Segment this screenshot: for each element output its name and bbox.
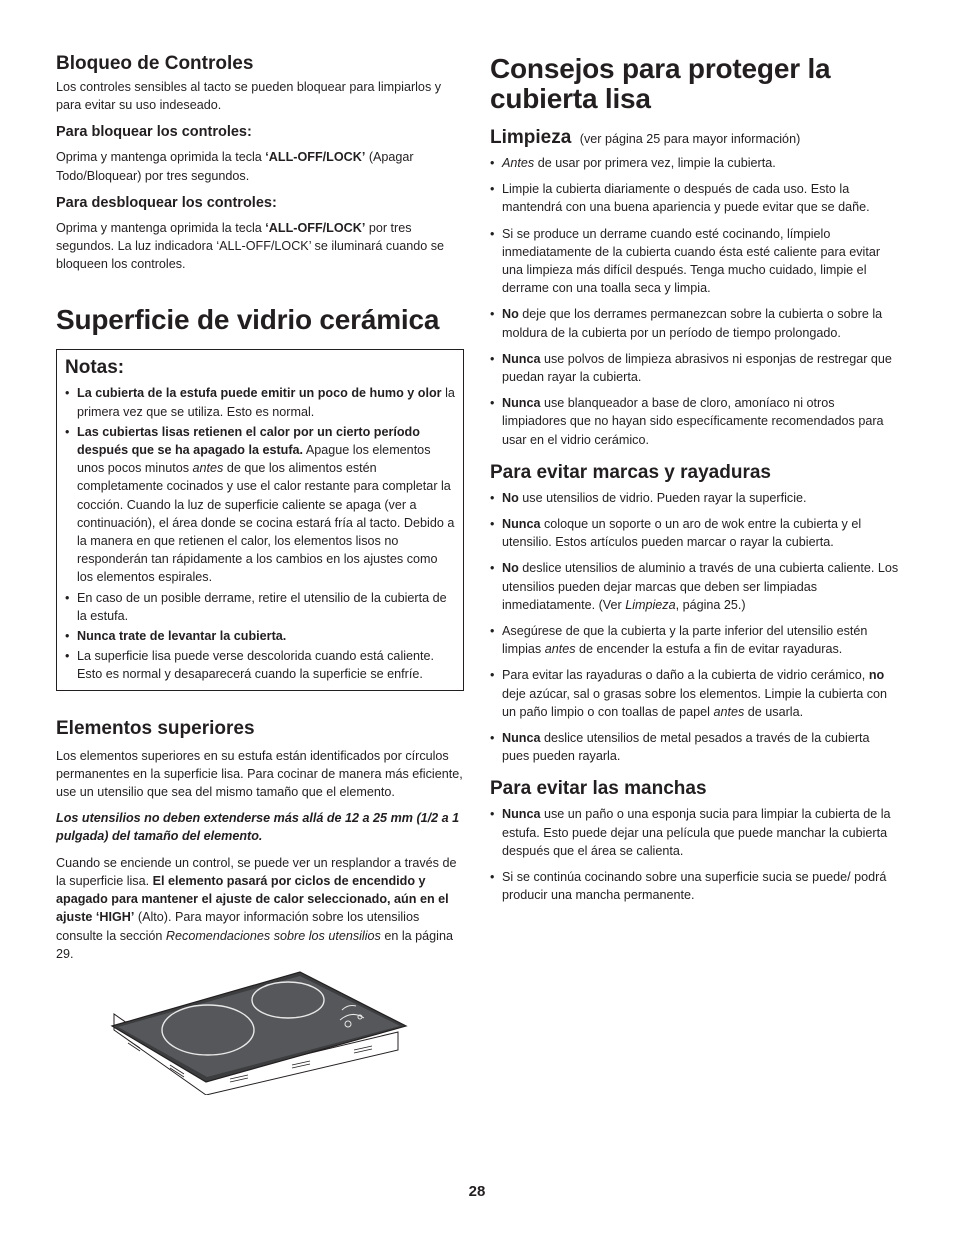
note-item: • Las cubiertas lisas retienen el calor por un cierto período después que se ha apagado la estufa. Apague los elementos unos pocos minutos antes de que los alimentos estén completamente cocinados y use el calor restante para completar la cocción. Cuando la luz de superficie caliente se apaga (ver a continuación), el área donde se cocina estará fría al tacto. Debido a la manera en que retienen el calor, los elementos lisos no responderán tan rápidamente a los cambios en los ajustes como los elementos espirales. <box>65 423 455 587</box>
note-item: • Nunca trate de levantar la cubierta. <box>65 627 455 645</box>
list-item: • No deslice utensilios de aluminio a través de una cubierta caliente. Los utensilios pueden dejar marcas que deben ser limpiadas inmediatamente. (Ver Limpieza, página 25.) <box>490 559 900 614</box>
list-item: • Limpie la cubierta diariamente o después de cada uso. Esto la mantendrá con una buena apariencia y puede evitar que se dañe. <box>490 180 900 216</box>
note-item: • La cubierta de la estufa puede emitir un poco de humo y olor la primera vez que se utiliza. Esto es normal. <box>65 384 455 420</box>
bloqueo-heading: Bloqueo de Controles <box>56 53 254 74</box>
list-item: • Nunca use blanqueador a base de cloro, amoníaco ni otros limpiadores que no hayan sido específicamente recomendados para usar en el vidrio cerámico. <box>490 394 900 449</box>
list-item: • Nunca coloque un soporte o un aro de wok entre la cubierta y el utensilio. Estos artículos pueden marcar o rayar la cubierta. <box>490 515 900 551</box>
elementos-heading: Elementos superiores <box>56 717 255 739</box>
note-item: • La superficie lisa puede verse descolorida cuando está caliente. Esto es normal y desaparecerá cuando la superficie se enfríe. <box>65 647 455 683</box>
page-number: 28 <box>468 1183 486 1200</box>
lock-heading: Para bloquear los controles: <box>56 124 252 141</box>
list-item: • Antes de usar por primera vez, limpie la cubierta. <box>490 154 900 172</box>
unlock-instructions: Oprima y mantenga oprimida la tecla ‘ALL-OFF/LOCK’ por tres segundos. La luz indicadora ‘ALL-OFF/LOCK’ se iluminará cuando se bloqueen los controles. <box>56 220 445 272</box>
bloqueo-intro: Los controles sensibles al tacto se pueden bloquear para limpiarlos y para evitar su uso indeseado. <box>56 80 442 113</box>
note-item: • En caso de un posible derrame, retire el utensilio de la cubierta de la estufa. <box>65 589 455 625</box>
list-item: • Si se produce un derrame cuando esté cocinando, límpielo inmediatamente de la cubierta cuando ésta esté caliente para evitar una limpieza más difícil después. Tenga mucho cuidado, limpie el derrame con una toalla seca y limpia. <box>490 225 900 298</box>
limpieza-reference: (ver página 25 para mayor información) <box>579 132 801 146</box>
marcas-list <box>490 489 900 766</box>
manchas-list <box>490 805 900 904</box>
notes-title: Notas: <box>65 357 125 379</box>
list-item: • Asegúrese de que la cubierta y la parte inferior del utensilio estén limpias antes de encender la estufa a fin de evitar rayaduras. <box>490 622 900 658</box>
lock-instructions: Oprima y mantenga oprimida la tecla ‘ALL-OFF/LOCK’ (Apagar Todo/Bloquear) por tres segundos. <box>56 150 414 183</box>
list-item: • No use utensilios de vidrio. Pueden rayar la superficie. <box>490 489 900 507</box>
notes-box <box>56 349 464 690</box>
manchas-heading: Para evitar las manchas <box>490 778 707 800</box>
superficie-heading: Superficie de vidrio cerámica <box>56 304 440 336</box>
limpieza-heading: Limpieza (ver página 25 para mayor información) <box>490 127 801 148</box>
elementos-paragraph: Los elementos superiores en su estufa están identificados por círculos permanentes en la superficie lisa. Para cocinar de manera más eficiente, use un utensilio que sea del mismo tamaño que el elemento. <box>56 748 463 800</box>
marcas-heading: Para evitar marcas y rayaduras <box>490 461 771 483</box>
elementos-paragraph: Cuando se enciende un control, se puede ver un resplandor a través de la superficie lisa. El elemento pasará por ciclos de encendido y apagado para mantener el ajuste de calor seleccionado, aún en el ajuste ‘HIGH’ (Alto). Para mayor información sobre los utensilios consulte la sección Recomendaciones sobre los utensilios en la página 29. <box>56 855 457 961</box>
notes-list <box>65 384 455 683</box>
cooktop-illustration <box>110 970 410 1095</box>
unlock-key-label: ‘ALL-OFF/LOCK’ <box>265 220 366 235</box>
list-item: • Nunca use un paño o una esponja sucia para limpiar la cubierta de la estufa. Esto puede dejar una película que puede manchar la cubierta después que el área se calienta. <box>490 805 900 860</box>
limpieza-list <box>490 154 900 449</box>
list-item: • Para evitar las rayaduras o daño a la cubierta de vidrio cerámico, no deje azúcar, sal o grasas sobre los elementos. Limpie la cubierta con un paño limpio o con toallas de papel antes de usarla. <box>490 666 900 721</box>
list-item: • Nunca deslice utensilios de metal pesados a través de la cubierta pues pueden rayarla. <box>490 729 900 765</box>
left-column <box>56 52 464 963</box>
right-column <box>490 52 900 905</box>
list-item: • No deje que los derrames permanezcan sobre la cubierta o sobre la moldura de la cubierta por un período de tiempo prolongado. <box>490 305 900 341</box>
unlock-heading: Para desbloquear los controles: <box>56 194 277 211</box>
list-item: • Nunca use polvos de limpieza abrasivos ni esponjas de restregar que puedan rayar la cubierta. <box>490 350 900 386</box>
consejos-heading: Consejos para proteger la cubierta lisa <box>490 53 831 114</box>
list-item: • Si se continúa cocinando sobre una superficie sucia se puede/ podrá producir una mancha permanente. <box>490 868 900 904</box>
elementos-warning: Los utensilios no deben extenderse más allá de 12 a 25 mm (1/2 a 1 pulgada) del tamaño del elemento. <box>56 811 460 844</box>
lock-key-label: ‘ALL-OFF/LOCK’ <box>265 150 366 165</box>
